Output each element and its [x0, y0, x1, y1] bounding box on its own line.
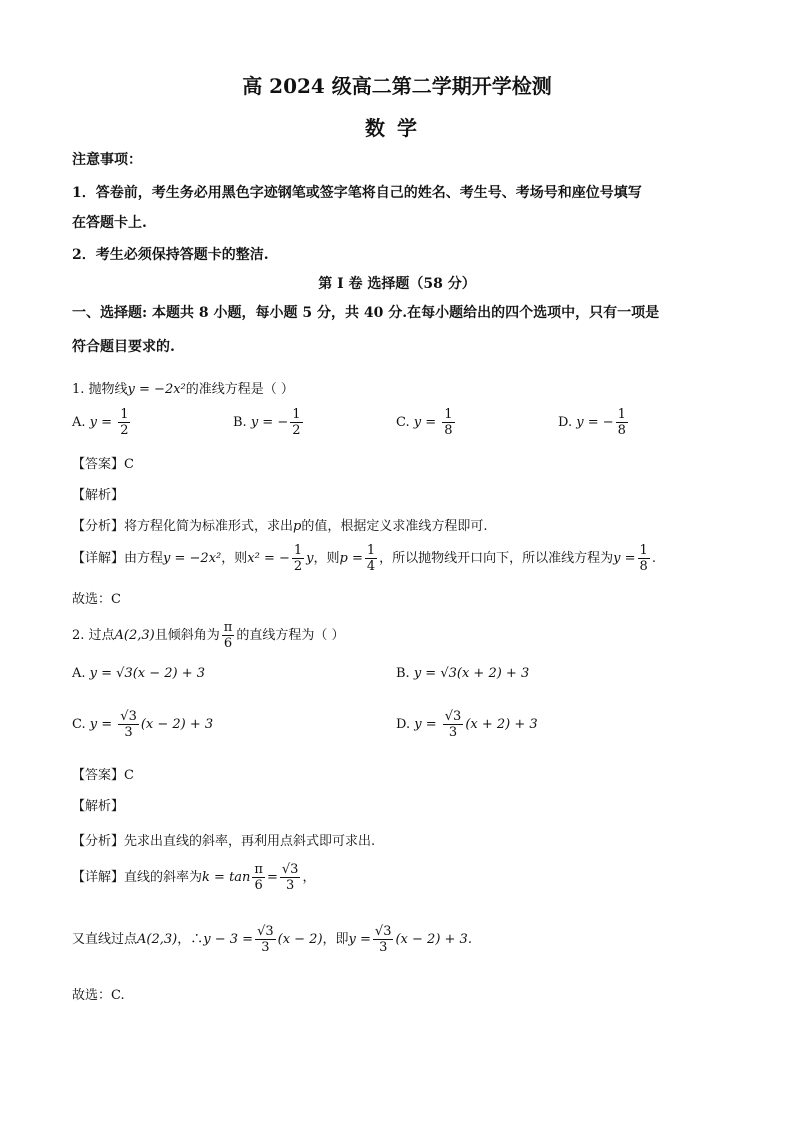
q1-option-c: C. y = $\frac{1}{8}$	[396, 407, 453, 438]
q2-option-b: B. y = √3(x + 2) + 3	[396, 666, 530, 681]
subject-title: 数学	[365, 116, 429, 140]
q2-xiangjie-line-2: 又直线过点A(2,3)，∴y − 3 = $\frac{√3}{3}$ (x − 2)，即y = $\frac{√3}{3}$ (x − 2) + 3.	[72, 924, 472, 955]
fraction: $\frac{√3}{3}$	[257, 924, 274, 955]
q1-fenxi: 【分析】将方程化简为标准形式，求出p的值，根据定义求准线方程即可.	[72, 519, 488, 534]
q2-fenxi: 【分析】先求出直线的斜率，再利用点斜式即可求出.	[72, 834, 376, 849]
q1-stem: 1. 抛物线y = −2x²的准线方程是（ ）	[72, 382, 294, 397]
fraction: $\frac{1}{8}$	[444, 407, 453, 438]
notice-item-1-line-2: 在答题卡上.	[72, 215, 147, 231]
q2-stem: 2. 过点A(2,3)且倾斜角为 $\frac{\pi}{6}$ 的直线方程为（ ）	[72, 620, 345, 651]
fraction: $\frac{√3}{3}$	[374, 924, 392, 955]
fraction: $\frac{\pi}{6}$	[223, 620, 233, 651]
notice-item-2: 2．考生必须保持答题卡的整洁.	[72, 247, 269, 263]
q1-analysis-tag: 【解析】	[72, 488, 125, 503]
fraction: $\frac{\pi}{6}$	[254, 862, 263, 893]
q2-conclusion: 故选：C.	[72, 988, 125, 1003]
fraction: $\frac{1}{8}$	[617, 407, 626, 438]
q2-option-d: D. y = $\frac{√3}{3}$ (x + 2) + 3	[396, 709, 538, 740]
q1-answer: 【答案】C	[72, 457, 134, 472]
fraction: $\frac{1}{2}$	[292, 407, 301, 438]
fraction: $\frac{1}{2}$	[293, 543, 303, 574]
notice-heading: 注意事项：	[72, 152, 142, 168]
q2-option-c: C. y = $\frac{√3}{3}$ (x − 2) + 3	[72, 709, 214, 740]
notice-item-1-line-1: 1．答卷前，考生务必用黑色字迹钢笔或签字笔将自己的姓名、考生号、考场号和座位号填写	[72, 185, 642, 201]
q1-conclusion: 故选：C	[72, 592, 121, 607]
q1-xiangjie: 【详解】由方程y = −2x²，则x² = − $\frac{1}{2}$ y，则p = $\frac{1}{4}$ ，所以抛物线开口向下，所以准线方程为y = $\frac{1}{8}$ .	[72, 543, 656, 574]
part-1-title: 第 I 卷 选择题（58 分）	[318, 276, 476, 292]
fraction: $\frac{√3}{3}$	[444, 709, 462, 740]
fraction: $\frac{√3}{3}$	[120, 709, 137, 740]
page-title: 高 2024 级高二第二学期开学检测	[242, 74, 552, 98]
q2-option-a: A. y = √3(x − 2) + 3	[72, 666, 206, 681]
q2-xiangjie: 【详解】直线的斜率为k = tan $\frac{\pi}{6}$ = $\frac{√3}{3}$ ，	[72, 862, 316, 893]
q1-option-a: A. y = $\frac{1}{2}$	[72, 407, 129, 438]
fraction: $\frac{1}{8}$	[639, 543, 648, 574]
fraction: $\frac{√3}{3}$	[281, 862, 299, 893]
part-1-instruction-line-1: 一、选择题: 本题共 8 小题，每小题 5 分，共 40 分.在每小题给出的四个选项中，只有一项是	[72, 305, 660, 321]
q1-option-b: B. y = − $\frac{1}{2}$	[233, 407, 301, 438]
part-1-instruction-line-2: 符合题目要求的.	[72, 339, 175, 355]
q1-option-d: D. y = − $\frac{1}{8}$	[558, 407, 626, 438]
q2-analysis-tag: 【解析】	[72, 799, 125, 814]
q2-answer: 【答案】C	[72, 768, 134, 783]
fraction: $\frac{1}{4}$	[366, 543, 376, 574]
fraction: $\frac{1}{2}$	[120, 407, 129, 438]
